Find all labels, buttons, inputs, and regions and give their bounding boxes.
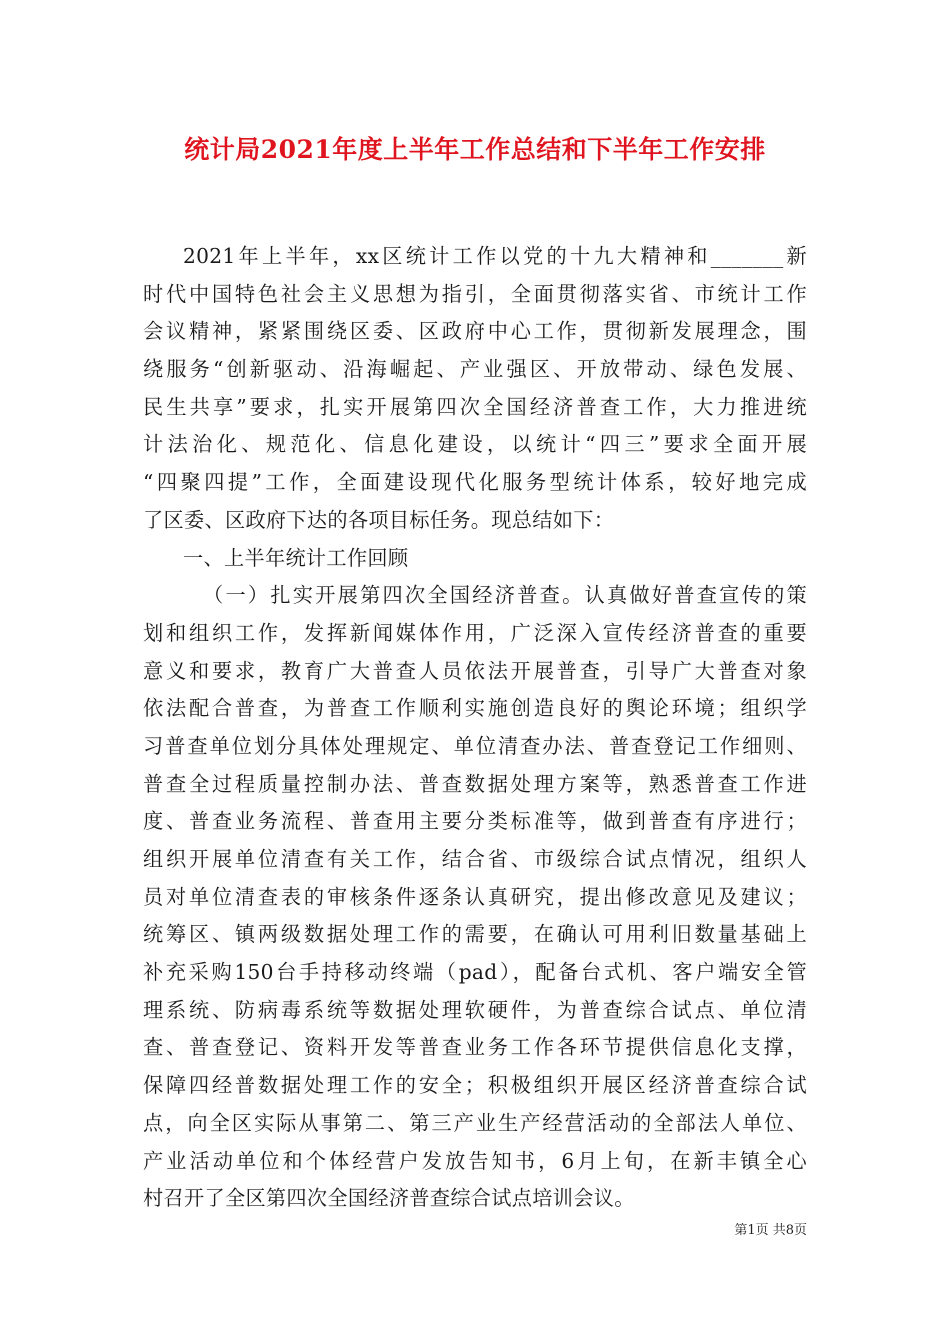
- paragraph-line: 查、普查登记、资料开发等普查业务工作各环节提供信息化支撑，: [143, 1035, 807, 1060]
- paragraph-line: 保障四经普数据处理工作的安全；积极组织开展区经济普查综合试: [143, 1073, 807, 1098]
- paragraph-line: 习普查单位划分具体处理规定、单位清查办法、普查登记工作细则、: [143, 733, 807, 758]
- paragraph-line: 计法治化、规范化、信息化建设，以统计“四三”要求全面开展: [143, 432, 807, 457]
- paragraph-line: 会议精神，紧紧围绕区委、区政府中心工作，贯彻新发展理念，围: [143, 319, 807, 344]
- paragraph-line: 普查全过程质量控制办法、普查数据处理方案等，熟悉普查工作进: [143, 771, 807, 796]
- page-number: 第1页 共8页: [734, 1223, 807, 1238]
- paragraph-line: 理系统、防病毒系统等数据处理软硬件，为普查综合试点、单位清: [143, 997, 807, 1022]
- paragraph-line: 了区委、区政府下达的各项目标任务。现总结如下：: [143, 507, 615, 532]
- paragraph-line: 民生共享”要求，扎实开展第四次全国经济普查工作，大力推进统: [143, 394, 807, 419]
- document-title: 统计局2021年度上半年工作总结和下半年工作安排: [184, 135, 766, 164]
- paragraph-line: （一）扎实开展第四次全国经济普查。认真做好普查宣传的策: [203, 583, 807, 608]
- paragraph-line: 2021年上半年，xx区统计工作以党的十九大精神和_______新: [183, 244, 807, 268]
- paragraph-line: 点，向全区实际从事第二、第三产业生产经营活动的全部法人单位、: [143, 1110, 807, 1135]
- section-heading: 一、上半年统计工作回顾: [183, 545, 409, 570]
- paragraph-line: 划和组织工作，发挥新闻媒体作用，广泛深入宣传经济普查的重要: [143, 620, 807, 645]
- paragraph-line: 意义和要求，教育广大普查人员依法开展普查，引导广大普查对象: [143, 658, 807, 683]
- paragraph-line: 产业活动单位和个体经营户发放告知书，6月上旬，在新丰镇全心: [143, 1148, 807, 1173]
- paragraph-line: 度、普查业务流程、普查用主要分类标准等，做到普查有序进行；: [143, 809, 807, 834]
- paragraph-line: 依法配合普查，为普查工作顺利实施创造良好的舆论环境；组织学: [143, 696, 807, 721]
- paragraph-line: 绕服务“创新驱动、沿海崛起、产业强区、开放带动、绿色发展、: [143, 357, 807, 382]
- document-body: [143, 238, 807, 1218]
- paragraph-line: 村召开了全区第四次全国经济普查综合试点培训会议。: [143, 1186, 635, 1211]
- paragraph-line: 时代中国特色社会主义思想为指引，全面贯彻落实省、市统计工作: [143, 281, 807, 306]
- paragraph-line: “四聚四提”工作，全面建设现代化服务型统计体系，较好地完成: [143, 470, 807, 495]
- paragraph-line: 统筹区、镇两级数据处理工作的需要，在确认可用利旧数量基础上: [143, 922, 807, 947]
- paragraph-line: 员对单位清查表的审核条件逐条认真研究，提出修改意见及建议；: [143, 884, 807, 909]
- paragraph-line: 补充采购150台手持移动终端（pad），配备台式机、客户端安全管: [143, 960, 807, 985]
- paragraph-line: 组织开展单位清查有关工作，结合省、市级综合试点情况，组织人: [143, 847, 807, 871]
